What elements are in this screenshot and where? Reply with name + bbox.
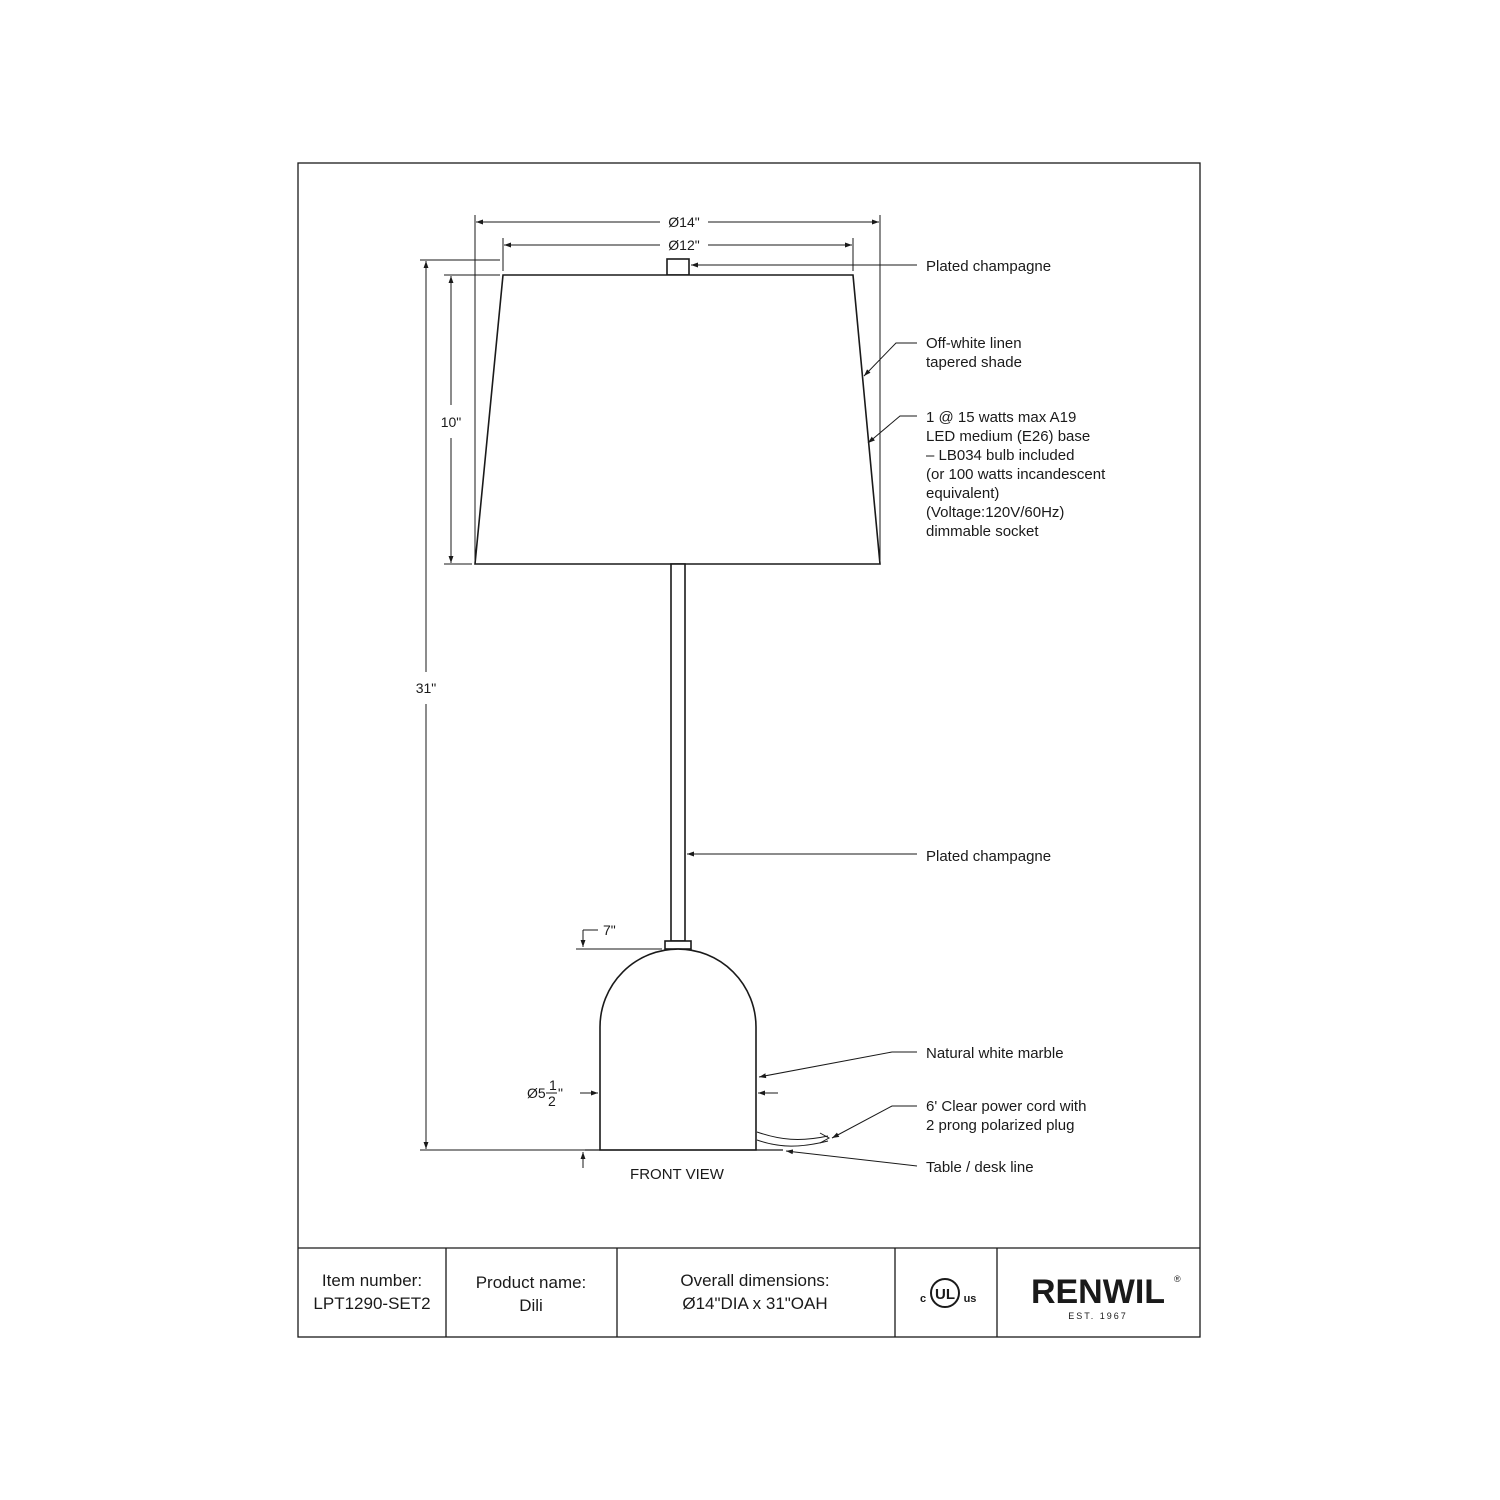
callout-bulb-line3: – LB034 bulb included	[926, 447, 1075, 464]
product-name-value: Dili	[519, 1296, 543, 1315]
callout-stem-finish: Plated champagne	[926, 848, 1052, 865]
brand-registered: ®	[1174, 1274, 1181, 1284]
callout-bulb-line2: LED medium (E26) base	[926, 428, 1091, 445]
callout-cord-line1: 6' Clear power cord with	[926, 1098, 1087, 1115]
dim-base-cap: 7"	[603, 922, 616, 938]
dim-base-dia-suffix: "	[558, 1085, 563, 1101]
callout-finial-finish: Plated champagne	[926, 258, 1052, 275]
callout-cord-line2: 2 prong polarized plug	[926, 1117, 1075, 1134]
callout-bulb-line4: (or 100 watts incandescent	[926, 466, 1106, 483]
callout-shade-line2: tapered shade	[926, 354, 1022, 371]
dim-overall-height: 31"	[415, 680, 437, 696]
lamp-base-cap	[665, 941, 691, 949]
lamp-marble-base	[600, 949, 756, 1150]
lamp-stem	[671, 564, 685, 941]
dim-shade-top-dia: Ø12"	[668, 237, 700, 253]
lamp-drawing	[475, 259, 880, 1150]
callout-shade-line1: Off-white linen	[926, 335, 1022, 352]
dim-shade-bottom-dia: Ø14"	[668, 214, 700, 230]
dim-base-dia-num: 1	[549, 1077, 557, 1093]
dim-shade-height: 10"	[440, 414, 462, 430]
cert-us: us	[963, 1293, 977, 1305]
brand-name: RENWIL	[1030, 1273, 1166, 1311]
lamp-finial	[667, 259, 689, 275]
overall-dimensions-label: Overall dimensions:	[680, 1271, 830, 1290]
item-number-value: LPT1290-SET2	[313, 1294, 431, 1313]
title-block	[313, 1248, 1181, 1337]
cert-c: c	[919, 1293, 927, 1305]
callout-bulb-line6: (Voltage:120V/60Hz)	[926, 504, 1065, 521]
callout-table-line: Table / desk line	[926, 1159, 1034, 1176]
dim-base-dia-den: 2	[548, 1093, 556, 1109]
dim-base-dia: Ø5	[527, 1085, 546, 1101]
callout-bulb-line7: dimmable socket	[926, 523, 1039, 540]
overall-dimensions-value: Ø14"DIA x 31"OAH	[682, 1294, 828, 1313]
lamp-shade	[475, 275, 880, 564]
brand-established: EST. 1967	[1068, 1311, 1128, 1321]
item-number-label: Item number:	[321, 1271, 423, 1290]
callout-bulb-line5: equivalent)	[926, 485, 1000, 502]
view-label: FRONT VIEW	[630, 1166, 724, 1183]
callout-base-material: Natural white marble	[926, 1045, 1064, 1062]
product-name-label: Product name:	[475, 1273, 587, 1292]
ul-certification-icon	[920, 1279, 976, 1307]
lamp-power-cord	[757, 1132, 828, 1139]
cert-ul: UL	[935, 1286, 955, 1303]
renwil-logo	[1031, 1273, 1181, 1321]
callout-bulb-line1: 1 @ 15 watts max A19	[926, 409, 1077, 426]
